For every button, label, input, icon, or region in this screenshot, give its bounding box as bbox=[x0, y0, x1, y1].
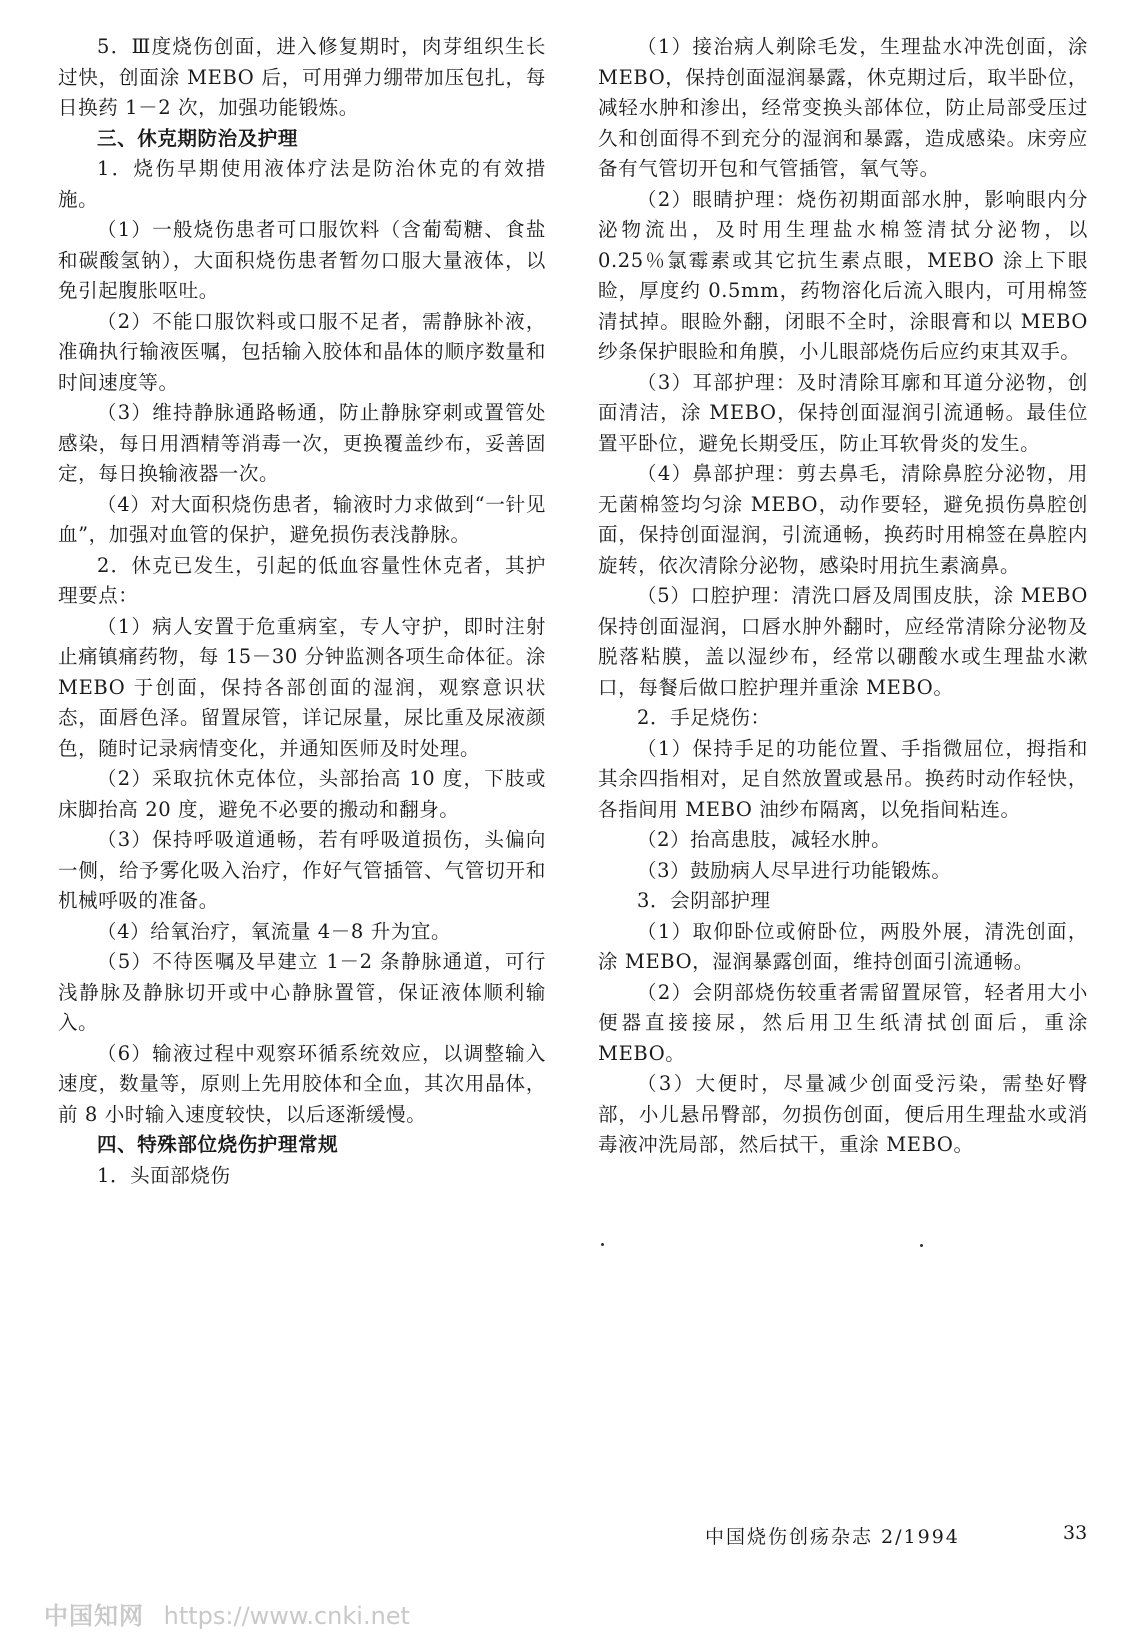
section-heading: 四、特殊部位烧伤护理常规 bbox=[97, 1133, 339, 1156]
section-heading: 三、休克期防治及护理 bbox=[97, 126, 299, 150]
paragraph: （3）耳部护理：及时清除耳廓和耳道分泌物，创面清洁，涂 MEBO，保持创面湿润引流通畅。最佳位置平卧位，避免长期受压，防止耳软骨炎的发生。 bbox=[598, 370, 1088, 455]
paragraph: （6）输液过程中观察环循系统效应，以调整输入速度，数量等，原则上先用胶体和全血，其次用晶体，前 8 小时输入速度较快，以后逐渐缓慢。 bbox=[58, 1041, 546, 1126]
paragraph: （2）采取抗休克体位，头部抬高 10 度，下肢或床脚抬高 20 度，避免不必要的搬动和翻身。 bbox=[58, 767, 546, 821]
left-column bbox=[58, 32, 546, 1191]
paragraph: 1．烧伤早期使用液体疗法是防治休克的有效措施。 bbox=[58, 157, 546, 211]
paragraph: （4）对大面积烧伤患者，输液时力求做到“一针见血”，加强对血管的保护，避免损伤表浅静脉。 bbox=[58, 492, 546, 546]
paragraph: （1）一般烧伤患者可口服饮料（含葡萄糖、食盐和碳酸氢钠），大面积烧伤患者暂勿口服大量液体，以免引起腹胀呕吐。 bbox=[58, 218, 546, 302]
paragraph: （3）大便时，尽量减少创面受污染，需垫好臀部，小儿悬吊臀部，勿损伤创面，便后用生理盐水或消毒液冲洗局部，然后拭干，重涂 MEBO。 bbox=[598, 1072, 1088, 1156]
paragraph: 2．休克已发生，引起的低血容量性休克者，其护理要点： bbox=[58, 553, 546, 607]
paragraph: 2．手足烧伤： bbox=[637, 706, 771, 729]
paragraph: （5）口腔护理：清洗口唇及周围皮肤，涂 MEBO 保持创面湿润，口唇水肿外翻时，应经常清除分泌物及脱落粘膜，盖以湿纱布，经常以硼酸水或生理盐水漱口，每餐后做口腔护理并重涂 MEBO。 bbox=[598, 584, 1088, 699]
paragraph: 1．头面部烧伤 bbox=[97, 1163, 231, 1187]
paragraph: （3）保持呼吸道通畅，若有呼吸道损伤，头偏向一侧，给予雾化吸入治疗，作好气管插管、气管切开和机械呼吸的准备。 bbox=[58, 828, 546, 912]
paragraph: 3．会阴部护理 bbox=[637, 889, 771, 912]
paragraph: （4）给氧治疗，氧流量 4－8 升为宜。 bbox=[97, 919, 452, 943]
paragraph: （1）保持手足的功能位置、手指微屈位，拇指和其余四指相对，足自然放置或悬吊。换药时动作轻快，各指间用 MEBO 油纱布隔离，以免指间粘连。 bbox=[598, 736, 1088, 821]
paragraph: （4）鼻部护理：剪去鼻毛，清除鼻腔分泌物，用无菌棉签均匀涂 MEBO，动作要轻，避免损伤鼻腔创面，保持创面湿润，引流通畅，换药时用棉签在鼻腔内旋转，依次清除分泌物，感染时用抗生素滴鼻。 bbox=[598, 462, 1088, 577]
scan-speck bbox=[920, 1244, 923, 1247]
cnki-logo-text: 中国知网 bbox=[44, 1602, 144, 1630]
journal-citation: 中国烧伤创疡杂志 2/1994 bbox=[705, 1526, 960, 1548]
scan-speck bbox=[601, 1243, 604, 1246]
paragraph: （3）鼓励病人尽早进行功能锻炼。 bbox=[637, 858, 952, 882]
cnki-watermark bbox=[44, 1596, 410, 1631]
paragraph: （2）眼睛护理：烧伤初期面部水肿，影响眼内分泌物流出，及时用生理盐水棉签清拭分泌物，以 0.25％氯霉素或其它抗生素点眼，MEBO 涂上下眼睑，厚度约 0.5mm，药物溶化后流入眼内，可用棉签清拭掉。眼睑外翻，闭眼不全时，涂眼膏和以 MEBO 纱条保护眼睑和角膜，小儿眼部烧伤后应约束其双手。 bbox=[598, 187, 1088, 363]
page-number: 33 bbox=[1063, 1522, 1088, 1544]
paragraph: （2）会阴部烧伤较重者需留置尿管，轻者用大小便器直接接尿，然后用卫生纸清拭创面后，重涂 MEBO。 bbox=[598, 980, 1088, 1065]
right-column bbox=[598, 32, 1088, 1161]
paragraph: （1）接治病人剃除毛发，生理盐水冲洗创面，涂 MEBO，保持创面湿润暴露，休克期过后，取半卧位，减轻水肿和渗出，经常变换头部体位，防止局部受压过久和创面得不到充分的湿润和暴露，造成感染。床旁应备有气管切开包和气管插管，氧气等。 bbox=[598, 35, 1088, 180]
paragraph: （3）维持静脉通路畅通，防止静脉穿刺或置管处感染，每日用酒精等消毒一次，更换覆盖纱布，妥善固定，每日换输液器一次。 bbox=[58, 401, 546, 485]
paragraph: （2）抬高患肢，减轻水肿。 bbox=[637, 828, 892, 851]
paragraph: （2）不能口服饮料或口服不足者，需静脉补液，准确执行输液医嘱，包括输入胶体和晶体的顺序数量和时间速度等。 bbox=[58, 309, 546, 394]
paragraph: （5）不待医嘱及早建立 1－2 条静脉通道，可行浅静脉及静脉切开或中心静脉置管，保证液体顺利输入。 bbox=[58, 950, 546, 1034]
paragraph: （1）病人安置于危重病室，专人守护，即时注射止痛镇痛药物，每 15－30 分钟监测各项生命体征。涂 MEBO 于创面，保持各部创面的湿润，观察意识状态，面唇色泽。留置尿管，详记尿量，尿比重及尿液颜色，随时记录病情变化，并通知医师及时处理。 bbox=[58, 614, 546, 760]
cnki-url: https://www.cnki.net bbox=[163, 1602, 410, 1630]
paragraph: （1）取仰卧位或俯卧位，两股外展，清洗创面，涂 MEBO，湿润暴露创面，维持创面引流通畅。 bbox=[598, 919, 1088, 973]
paragraph: 5．Ⅲ度烧伤创面，进入修复期时，肉芽组织生长过快，创面涂 MEBO 后，可用弹力绷带加压包扎，每日换药 1－2 次，加强功能锻炼。 bbox=[58, 35, 546, 119]
